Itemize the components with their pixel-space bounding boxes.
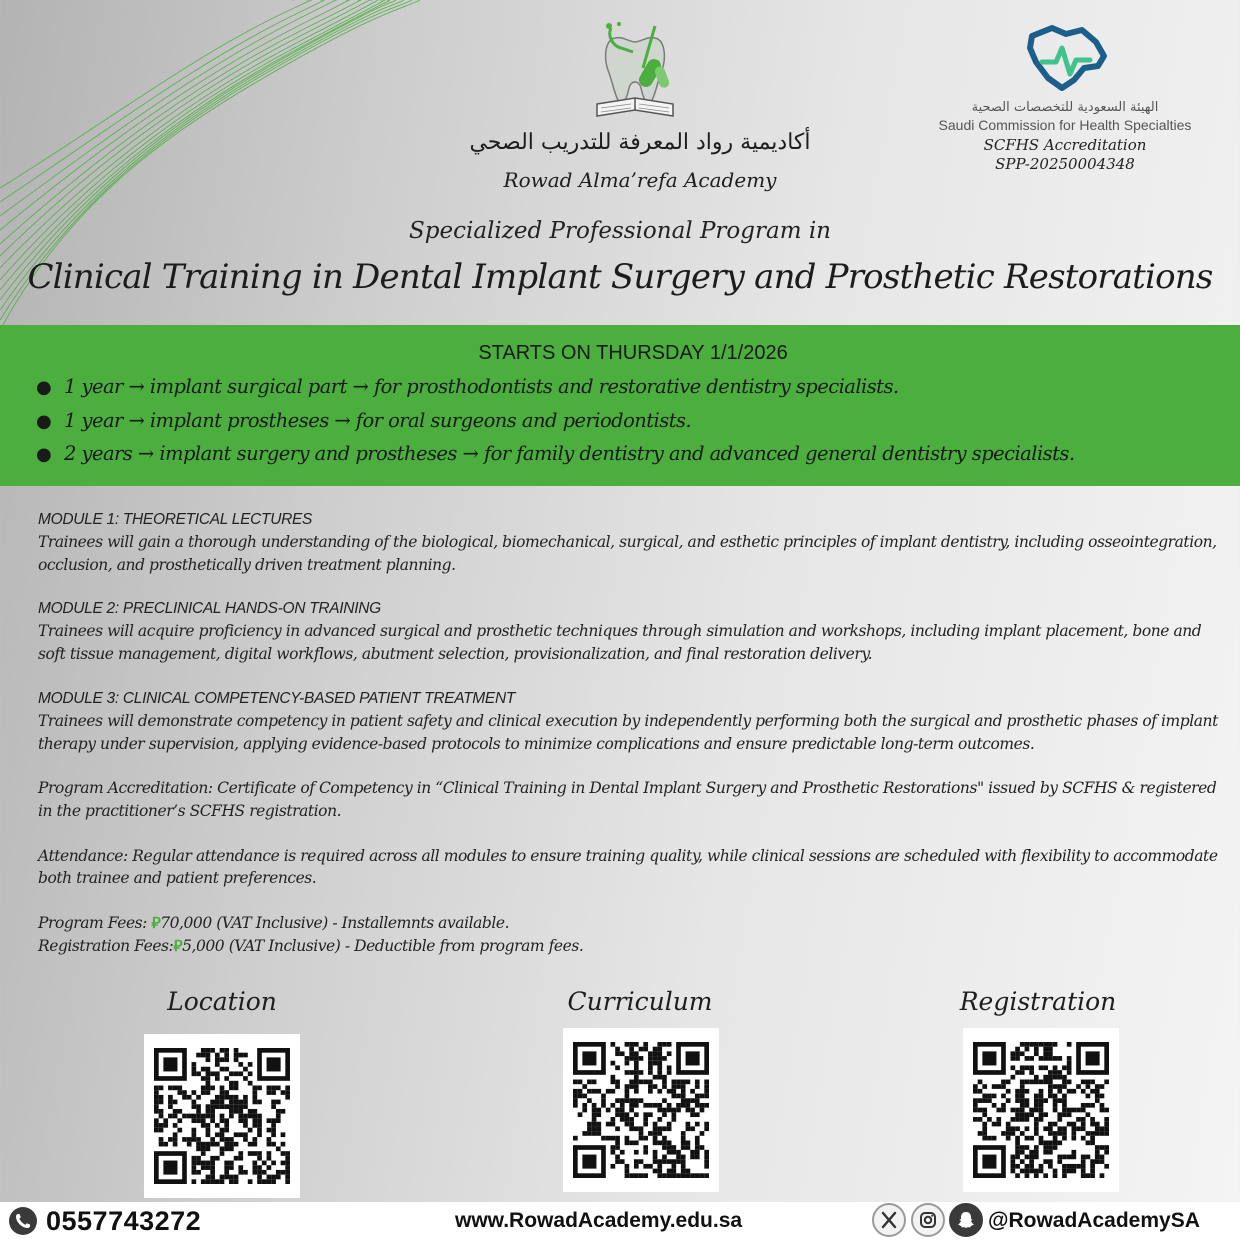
- list-item: ● 2 years → implant surgery and prostheses → for family dentistry and advanced general dentistry specialists.: [36, 437, 1074, 471]
- phone-number[interactable]: 0557743272: [46, 1206, 202, 1236]
- attendance-text: Attendance: Regular attendance is required across all modules to ensure training quality, while clinical sessions are scheduled with flexibility to accommodate both trainee and patient preferences.: [38, 846, 1218, 888]
- registration-qr-code[interactable]: [963, 1028, 1119, 1192]
- module-1-heading: MODULE 1: THEORETICAL LECTURES: [38, 511, 313, 528]
- module-1-text: Trainees will gain a thorough understanding of the biological, biomechanical, surgical, and esthetic principles of implant dentistry, including osseointegration, occlusion, and prosthetically driven treatment planning.: [38, 533, 1217, 574]
- module-3-heading: MODULE 3: CLINICAL COMPETENCY-BASED PATIENT TREATMENT: [38, 689, 516, 707]
- location-label: Location: [167, 987, 277, 1016]
- program-details: [38, 509, 1218, 957]
- program-subtitle: Specialized Professional Program in: [409, 218, 831, 244]
- list-item: ● 1 year → implant prostheses → for oral surgeons and periodontists.: [36, 404, 1074, 438]
- academy-name-arabic: أكاديمية رواد المعرفة للتدريب الصحي: [469, 130, 811, 155]
- instagram-icon[interactable]: [911, 1203, 945, 1237]
- registration-label: Registration: [959, 987, 1117, 1016]
- scfhs-logo-icon: [1022, 22, 1112, 94]
- curriculum-qr-code[interactable]: [563, 1028, 719, 1192]
- scfhs-accreditation-code: SPP-20250004348: [995, 155, 1135, 173]
- bullet-icon: ●: [36, 377, 52, 398]
- social-handle[interactable]: @RowadAcademySA: [988, 1209, 1200, 1232]
- module-2-text: Trainees will acquire proficiency in advanced surgical and prosthetic techniques through simulation and workshops, including implant placement, bone and soft tissue management, digital workflows, abutment selection, provisionalization, and final restoration delivery.: [38, 622, 1202, 664]
- website-link[interactable]: www.RowadAcademy.edu.sa: [455, 1209, 743, 1232]
- academy-logo-icon: [585, 18, 685, 126]
- phone-icon: [8, 1206, 38, 1236]
- x-icon[interactable]: [872, 1203, 906, 1237]
- accreditation-text: Program Accreditation: Certificate of Competency in “Clinical Training in Dental Implant Surgery and Prosthetic Restorations" issued by SCFHS & registered in the practitioner’s SCFHS registration.: [38, 779, 1217, 820]
- bullet-icon: ●: [36, 410, 52, 432]
- start-date: STARTS ON THURSDAY 1/1/2026: [478, 342, 788, 364]
- scfhs-name-arabic: الهيئة السعودية للتخصصات الصحية: [971, 100, 1159, 115]
- location-qr-code[interactable]: [144, 1034, 300, 1198]
- scfhs-accreditation-label: SCFHS Accreditation: [983, 136, 1147, 154]
- riyal-icon: ⃁: [173, 935, 183, 955]
- registration-fees: Registration Fees:⃁5,000 (VAT Inclusive) - Deductible from program fees.: [38, 935, 584, 955]
- list-item: ● 1 year → implant surgical part → for prosthodontists and restorative dentistry specialists.: [36, 370, 1074, 404]
- curriculum-label: Curriculum: [567, 987, 713, 1016]
- snapchat-icon[interactable]: [949, 1203, 983, 1237]
- program-fees: Program Fees: ⃁70,000 (VAT Inclusive) - Installemnts available.: [38, 913, 510, 933]
- program-tracks-list: [36, 370, 1074, 471]
- scfhs-info: [920, 100, 1210, 174]
- module-3-text: Trainees will demonstrate competency in patient safety and clinical execution by independently performing both the surgical and prosthetic phases of implant therapy under supervision, applying evidence-based protocols to minimize complications and ensure predictable long-term outcomes.: [38, 711, 1218, 753]
- module-2-heading: MODULE 2: PRECLINICAL HANDS-ON TRAINING: [38, 600, 381, 618]
- academy-name-english: Rowad Alma’refa Academy: [503, 168, 777, 192]
- scfhs-name-english: Saudi Commission for Health Specialties: [938, 117, 1192, 133]
- riyal-icon: ⃁: [151, 913, 161, 933]
- program-title: Clinical Training in Dental Implant Surgery and Prosthetic Restorations: [27, 257, 1213, 297]
- bullet-icon: ●: [36, 444, 52, 465]
